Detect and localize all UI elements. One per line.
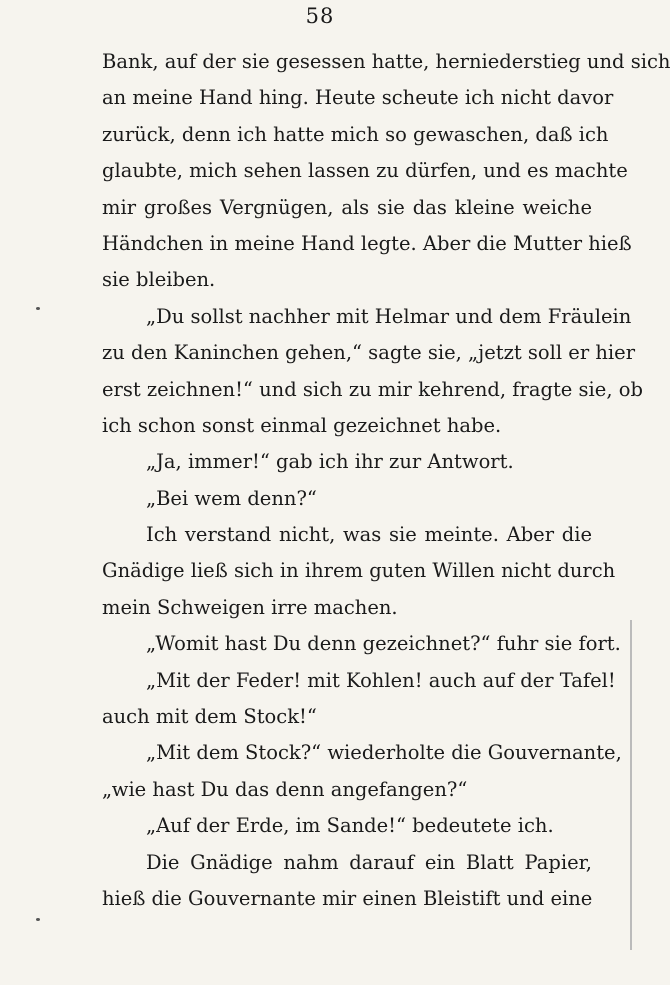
text-line: mir großes Vergnügen, als sie das kleine weiche bbox=[102, 195, 592, 219]
text-line: mein Schweigen irre machen. bbox=[102, 595, 398, 619]
text-line: hieß die Gouvernante mir einen Bleistift und eine bbox=[102, 886, 593, 910]
margin-speck bbox=[36, 918, 40, 921]
text-line: glaubte, mich sehen lassen zu dürfen, und es machte bbox=[102, 159, 628, 183]
text-line: „Auf der Erde, im Sande!“ bedeutete ich. bbox=[146, 814, 554, 838]
text-line: „Mit dem Stock?“ wiederholte die Gouvernante, bbox=[146, 741, 622, 765]
text-line: „Ja, immer!“ gab ich ihr zur Antwort. bbox=[146, 450, 514, 474]
text-line: „Mit der Feder! mit Kohlen! auch auf der Tafel! bbox=[146, 668, 616, 692]
text-line: „wie hast Du das denn angefangen?“ bbox=[102, 777, 468, 801]
page-edge-shadow bbox=[630, 620, 632, 950]
text-line: erst zeichnen!“ und sich zu mir kehrend, fragte sie, ob bbox=[102, 377, 643, 401]
text-line: sie bleiben. bbox=[102, 268, 216, 292]
text-line: Die Gnädige nahm darauf ein Blatt Papier, bbox=[146, 850, 592, 874]
body-text bbox=[102, 44, 670, 917]
text-line: Gnädige ließ sich in ihrem guten Willen nicht durch bbox=[102, 559, 616, 583]
margin-speck bbox=[36, 307, 40, 310]
text-line: auch mit dem Stock!“ bbox=[102, 705, 317, 729]
text-line: „Womit hast Du denn gezeichnet?“ fuhr sie fort. bbox=[146, 632, 621, 656]
text-line: an meine Hand hing. Heute scheute ich nicht davor bbox=[102, 86, 614, 110]
text-line: „Bei wem denn?“ bbox=[146, 486, 317, 510]
page-number: 58 bbox=[305, 4, 335, 28]
text-line: zurück, denn ich hatte mich so gewaschen, daß ich bbox=[102, 122, 609, 146]
text-line: Ich verstand nicht, was sie meinte. Aber die bbox=[146, 523, 592, 547]
text-line: ich schon sonst einmal gezeichnet habe. bbox=[102, 413, 502, 437]
text-line: „Du sollst nachher mit Helmar und dem Fräulein bbox=[146, 304, 632, 328]
text-line: Händchen in meine Hand legte. Aber die Mutter hieß bbox=[102, 231, 632, 255]
text-line: Bank, auf der sie gesessen hatte, herniederstieg und sich bbox=[102, 50, 670, 73]
text-line: zu den Kaninchen gehen,“ sagte sie, „jetzt soll er hier bbox=[102, 341, 636, 365]
